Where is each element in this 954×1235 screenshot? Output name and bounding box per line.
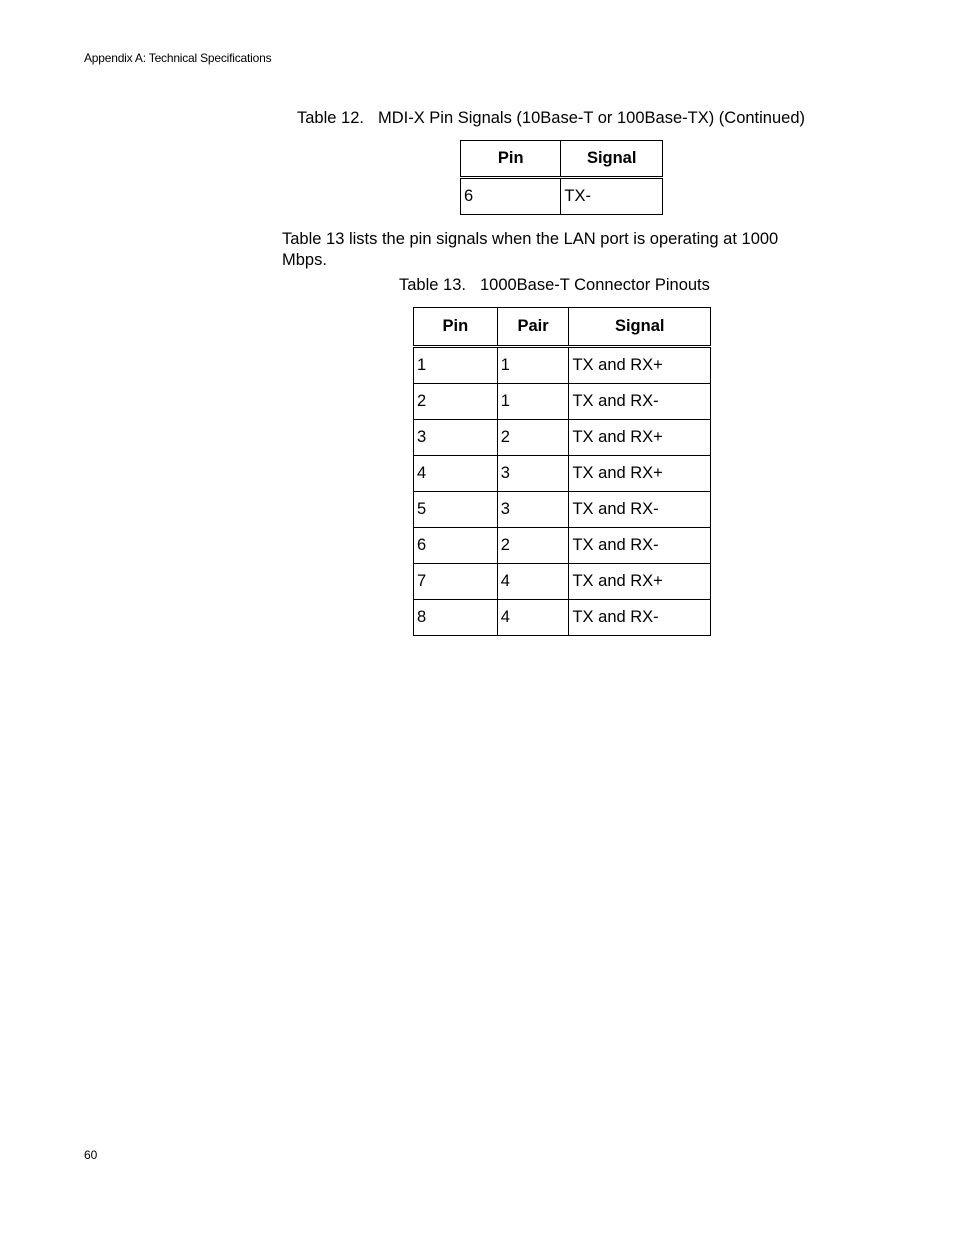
- running-header: Appendix A: Technical Specifications: [84, 51, 272, 65]
- pair-cell: 2: [497, 528, 569, 564]
- table-12-number: Table 12.: [297, 109, 364, 127]
- signal-cell: TX and RX-: [569, 600, 711, 636]
- pin-cell: 3: [414, 420, 498, 456]
- signal-cell: TX and RX+: [569, 420, 711, 456]
- column-header-signal: Signal: [561, 141, 663, 178]
- table-row: [414, 600, 711, 636]
- table-header-row: [414, 308, 711, 347]
- pin-cell: 1: [414, 347, 498, 384]
- pin-cell: 4: [414, 456, 498, 492]
- column-header-pair: Pair: [497, 308, 569, 347]
- table-13-number: Table 13.: [399, 276, 466, 294]
- signal-cell: TX and RX-: [569, 384, 711, 420]
- table-row: [414, 347, 711, 384]
- table-13-caption: [399, 276, 710, 295]
- signal-cell: TX and RX+: [569, 347, 711, 384]
- column-header-pin: Pin: [414, 308, 498, 347]
- signal-cell: TX-: [561, 178, 663, 215]
- table-row: [414, 492, 711, 528]
- table-13: [413, 307, 711, 636]
- signal-cell: TX and RX-: [569, 528, 711, 564]
- pin-cell: 6: [461, 178, 561, 215]
- table-row: [414, 420, 711, 456]
- page-number: 60: [84, 1148, 98, 1162]
- pair-cell: 1: [497, 384, 569, 420]
- table-header-row: [461, 141, 663, 178]
- table-row: [414, 528, 711, 564]
- pair-cell: 4: [497, 564, 569, 600]
- pin-cell: 2: [414, 384, 498, 420]
- column-header-pin: Pin: [461, 141, 561, 178]
- pin-cell: 6: [414, 528, 498, 564]
- table-12-caption: [297, 109, 805, 128]
- pin-cell: 7: [414, 564, 498, 600]
- intro-paragraph: Table 13 lists the pin signals when the LAN port is operating at 1000 Mbps.: [282, 230, 779, 269]
- pair-cell: 2: [497, 420, 569, 456]
- pair-cell: 4: [497, 600, 569, 636]
- signal-cell: TX and RX+: [569, 456, 711, 492]
- table-13-title: 1000Base-T Connector Pinouts: [479, 276, 710, 294]
- table-row: [414, 456, 711, 492]
- table-row: [414, 564, 711, 600]
- pair-cell: 3: [497, 492, 569, 528]
- table-12-title: MDI-X Pin Signals (10Base-T or 100Base-TX) (Continued): [377, 109, 806, 127]
- pin-cell: 5: [414, 492, 498, 528]
- table-row: [461, 178, 663, 215]
- pair-cell: 3: [497, 456, 569, 492]
- table-12: [460, 140, 663, 215]
- pin-cell: 8: [414, 600, 498, 636]
- signal-cell: TX and RX-: [569, 492, 711, 528]
- table-row: [414, 384, 711, 420]
- signal-cell: TX and RX+: [569, 564, 711, 600]
- column-header-signal: Signal: [569, 308, 711, 347]
- pair-cell: 1: [497, 347, 569, 384]
